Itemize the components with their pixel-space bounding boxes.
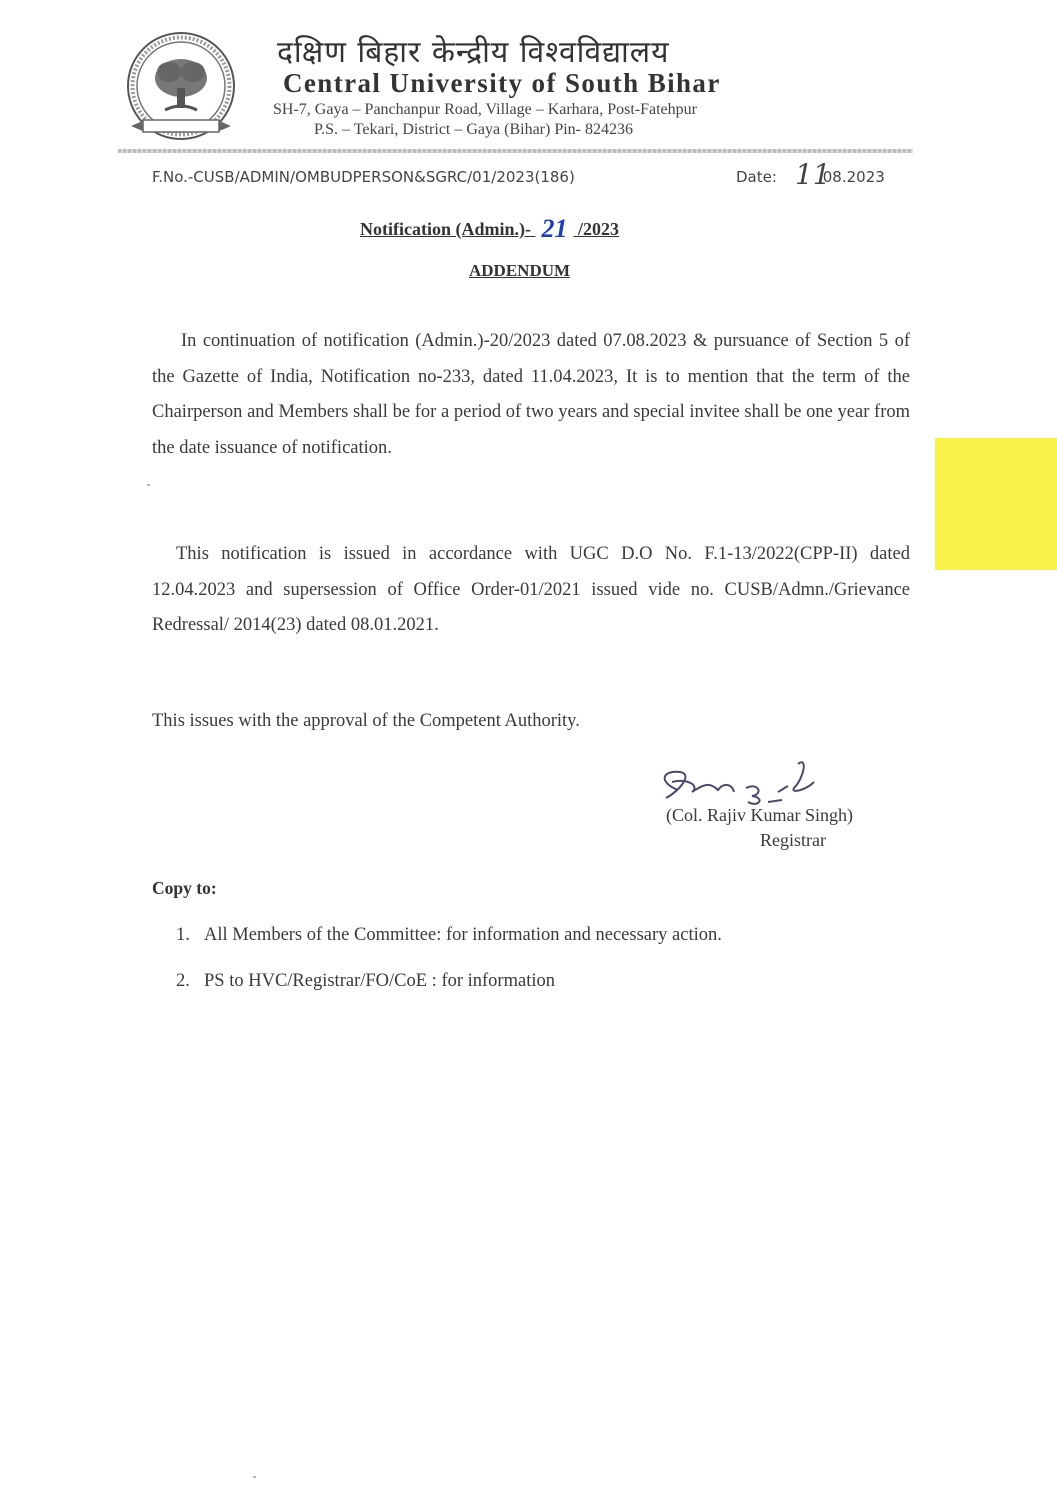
addendum-heading: ADDENDUM — [469, 261, 571, 280]
date-label: Date: — [736, 168, 777, 186]
notification-title-suffix: /2023 — [573, 219, 619, 239]
notification-title-prefix: Notification (Admin.)- — [360, 219, 536, 239]
address-line-1: SH-7, Gaya – Panchanpur Road, Village – Karhara, Post-Fatehpur — [273, 101, 697, 118]
file-reference-number: F.No.-CUSB/ADMIN/OMBUDPERSON&SGRC/01/2023(186) — [152, 168, 575, 186]
yellow-sticky-note — [935, 438, 1057, 570]
letterhead-divider — [118, 149, 913, 153]
body-paragraph-1: In continuation of notification (Admin.)-20/2023 dated 07.08.2023 & pursuance of Section 5 of the Gazette of India, Notification no-233, dated 11.04.2023, It is to mention that the term of the Chairperson and Members shall be for a period of two years and special invitee shall be one year from the date issuance of notification. — [152, 331, 910, 458]
scan-speck — [147, 484, 150, 486]
notification-number-handwritten: 21 — [541, 214, 568, 243]
copy-to-item — [176, 971, 555, 992]
notification-title — [360, 212, 619, 242]
body-paragraph-2: This notification is issued in accordance with UGC D.O No. F.1-13/2022(CPP-II) dated 12.04.2023 and supersession of Office Order-01/2021 issued vide no. CUSB/Admn./Grievance Redressal/ 2014(23) dated 08.01.2021. — [152, 544, 910, 635]
copy-to-heading: Copy to: — [152, 878, 217, 898]
date-month-year: .08.2023 — [818, 168, 885, 186]
university-name-english: Central University of South Bihar — [283, 68, 721, 98]
university-name-hindi: दक्षिण बिहार केन्द्रीय विश्वविद्यालय — [277, 35, 670, 70]
university-seal-logo — [125, 30, 237, 142]
scan-speck — [253, 1476, 256, 1478]
copy-item-number: 1. — [176, 925, 190, 945]
signatory-designation: Registrar — [760, 830, 826, 850]
copy-item-text: PS to HVC/Registrar/FO/CoE : for information — [204, 971, 555, 991]
body-paragraph-3: This issues with the approval of the Competent Authority. — [152, 711, 580, 731]
address-line-2: P.S. – Tekari, District – Gaya (Bihar) Pin- 824236 — [314, 121, 633, 138]
date-day-handwritten: 11 — [795, 158, 831, 191]
copy-item-text: All Members of the Committee: for information and necessary action. — [204, 925, 722, 945]
signatory-name: (Col. Rajiv Kumar Singh) — [666, 805, 853, 825]
copy-to-item — [176, 925, 722, 946]
copy-item-number: 2. — [176, 971, 190, 991]
